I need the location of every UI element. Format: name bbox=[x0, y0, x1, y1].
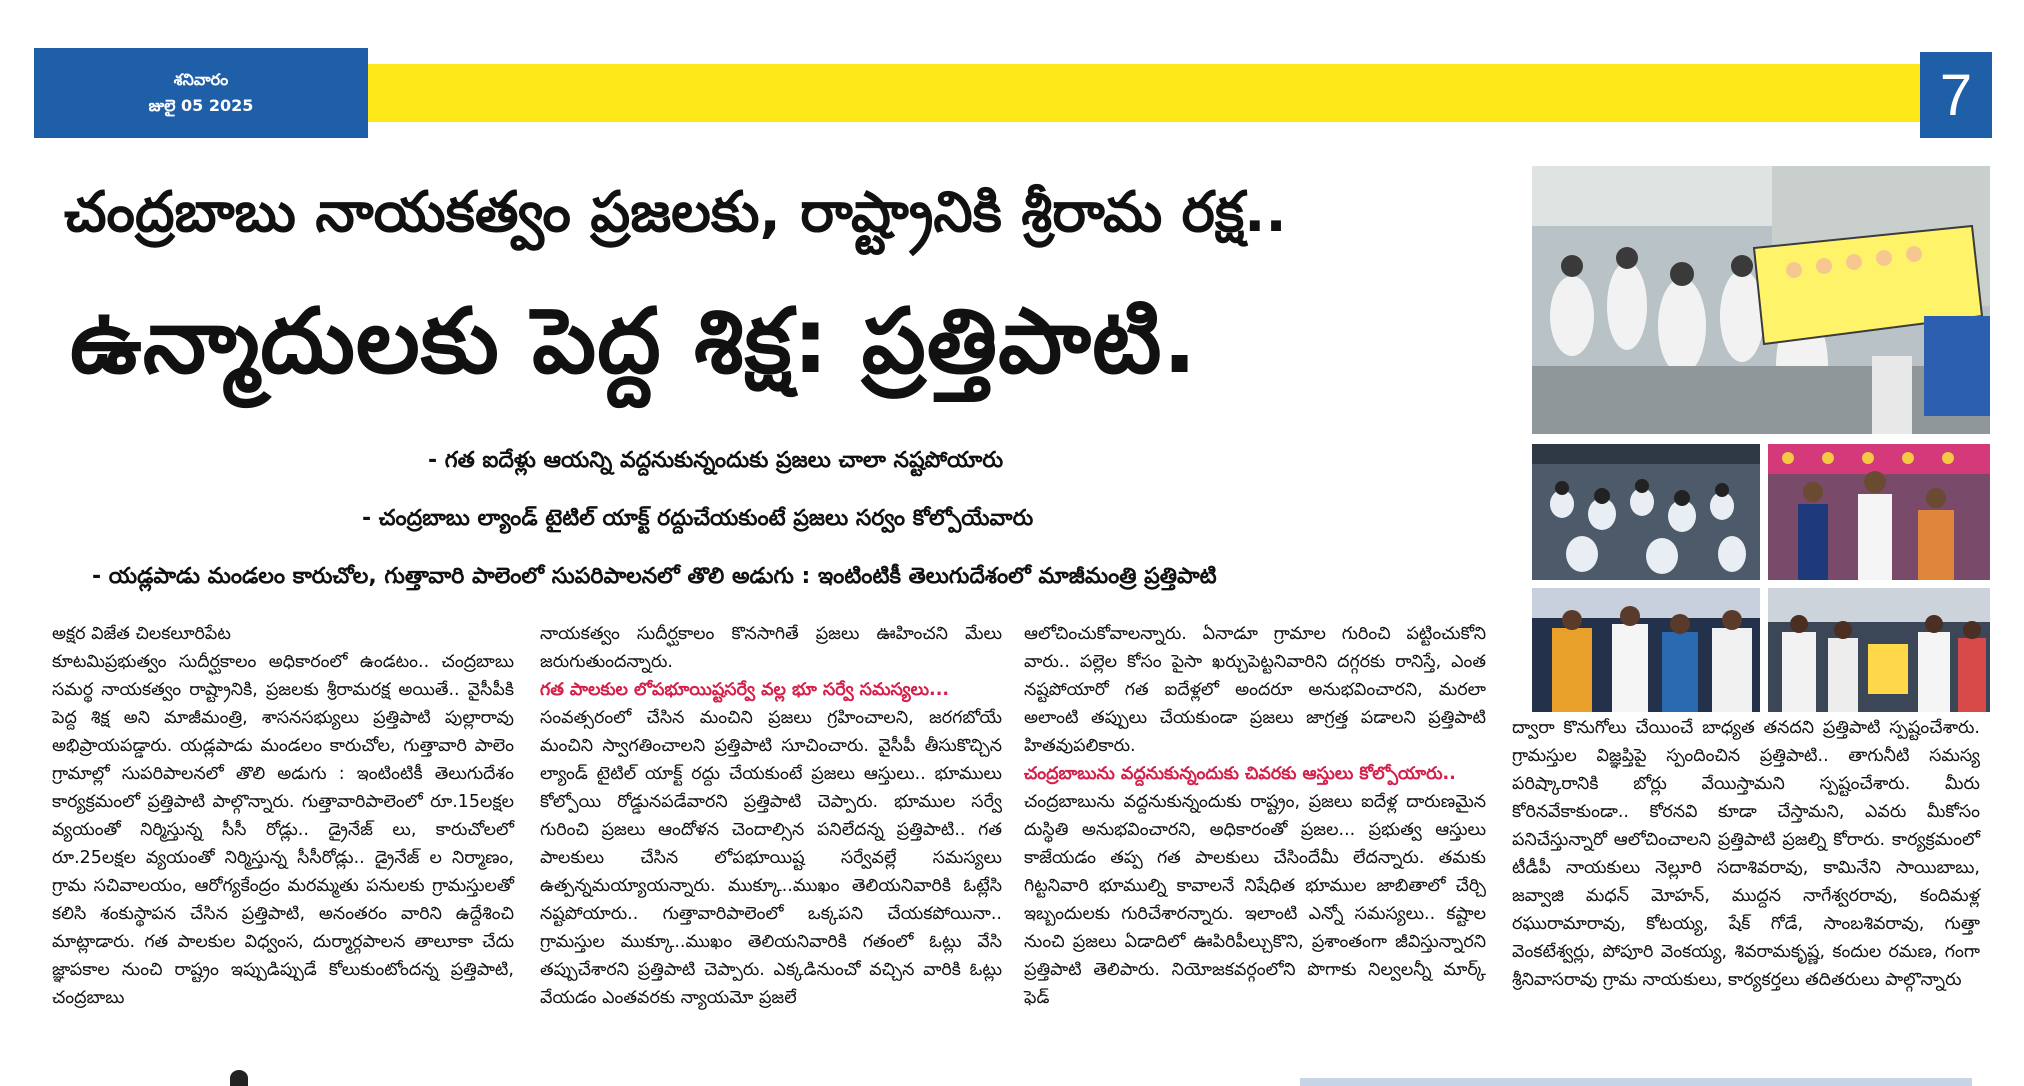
article-column-2 bbox=[540, 620, 1002, 1012]
date-box bbox=[34, 48, 368, 138]
next-photo-edge bbox=[1300, 1078, 1972, 1086]
section-heading: గత పాలకుల లోపభూయిష్టసర్వే వల్ల భూ సర్వే సమస్యలు... bbox=[540, 680, 949, 700]
day-label: శనివారం bbox=[173, 70, 229, 89]
subhead-1: - గత ఐదేళ్లు ఆయన్ని వద్దనుకున్నందుకు ప్రజలు చాలా నష్టపోయారు bbox=[428, 448, 1004, 473]
subhead-3: - యడ్లపాడు మండలం కారుచోల, గుత్తావారి పాలెంలో సుపరిపాలనలో తొలి అడుగు : ఇంటింటికీ తెలుగుదేశంలో మాజీమంత్రి ప్రత్తిపాటి bbox=[92, 564, 1217, 589]
article-text: ద్వారా కొనుగోలు చేయించే బాధ్యత తనదని ప్రత్తిపాటి స్పష్టంచేశారు. గ్రామస్తుల విజ్ఞప్తిపై స్పందించిన ప్రత్తిపాటి.. తాగునీటి సమస్య పరిష్కారానికి బోర్లు వేయిస్తామని స్పష్టంచేశారు. మీరు కోరినవేకాకుండా.. కోరనవి కూడా చేస్తామని, ఎవరు మీకోసం పనిచేస్తున్నారో ఆలోచించాలని ప్రత్తిపాటి ప్రజల్ని కోరారు. కార్యక్రమంలో టీడీపీ నాయకులు నెల్లూరి సదాశివరావు, కామినేని సాయిబాబు, జవ్వాజి మధన్ మోహన్, ముద్దన నాగేశ్వరరావు, కందిమళ్ల రఘురామారావు, కోటయ్య, షేక్ గోడే, సాంబశివరావు, గుత్తా వెంకటేశ్వర్లు, పోపూరి వెంకయ్య, శివరామకృష్ణ, కందుల రమణ, గంగా శ్రీనివాసరావు గ్రామ నాయకులు, కార్యకర్తలు తదితరులు పాల్గొన్నారు bbox=[1512, 718, 1980, 990]
subhead-2: - చంద్రబాబు ల్యాండ్ టైటిల్ యాక్ట్ రద్దుచేయకుంటే ప్రజలు సర్వం కోల్పోయేవారు bbox=[362, 506, 1034, 531]
date-label: జులై 05 2025 bbox=[148, 96, 254, 115]
photo-leader-greeting bbox=[1768, 444, 1990, 580]
header-yellow-bar bbox=[368, 64, 1920, 122]
photo-street-walk bbox=[1768, 588, 1990, 712]
page-number: 7 bbox=[1920, 52, 1992, 138]
photo-night-gathering bbox=[1532, 588, 1760, 712]
article-column-3 bbox=[1024, 620, 1486, 1012]
article-column-4 bbox=[1512, 714, 1980, 994]
article-text: చంద్రబాబును వద్దనుకున్నందుకు రాష్ట్రం, ప్రజలు ఐదేళ్ల దారుణమైన దుస్థితి అనుభవించారని, అధికారంతో ప్రజల... ప్రభుత్వ ఆస్తులు కాజేయడం తప్ప గత పాలకులు చేసిందేమీ లేదన్నారు. తమకు గిట్టనివారి భూముల్ని కావాలనే నిషేధిత భూముల జాబితాలో చేర్చి ఇబ్బందులకు గురిచేశారన్నారు. ఇలాంటి ఎన్నో సమస్యలు.. కష్టాల నుంచి ప్రజలు ఏడాదిలో ఊపిరిపీల్చుకొని, ప్రశాంతంగా జీవిస్తున్నారని ప్రత్తిపాటి తెలిపారు. నియోజకవర్గంలోని పొగాకు నిల్వలన్నీ మార్క్ ఫెడ్ bbox=[1024, 792, 1486, 1008]
headline-main: ఉన్మాదులకు పెద్ద శిక్ష: ప్రత్తిపాటి. bbox=[70, 289, 1198, 394]
article-text: ఆలోచించుకోవాలన్నారు. ఏనాడూ గ్రామాల గురించి పట్టించుకోని వారు.. పల్లెల కోసం పైసా ఖర్చుపెట్టనివారిని దగ్గరకు రానిస్తే, ఎంత నష్టపోయారో గత ఐదేళ్లలో అందరూ అనుభవించారని, మరలా అలాంటి తప్పులు చేయకుండా ప్రజలు జాగ్రత్త పడాలని ప్రత్తిపాటి హితవుపలికారు. bbox=[1024, 624, 1486, 756]
next-article-marker bbox=[230, 1070, 248, 1086]
headline-top: చంద్రబాబు నాయకత్వం ప్రజలకు, రాష్ట్రానికి శ్రీరామ రక్ష.. bbox=[64, 180, 1287, 245]
article-text: అక్షర విజేత చిలకలూరిపేట కూటమిప్రభుత్వం సుదీర్ఘకాలం అధికారంలో ఉండటం.. చంద్రబాబు సమర్థ నాయకత్వం రాష్ట్రానికి, ప్రజలకు శ్రీరామరక్ష అయితే.. వైసీపీకి పెద్ద శిక్ష అని మాజీమంత్రి, శాసనసభ్యులు ప్రత్తిపాటి పుల్లారావు అభిప్రాయపడ్డారు. యడ్లపాడు మండలం కారుచోల, గుత్తావారి పాలెం గ్రామాల్లో సుపరిపాలనలో తొలి అడుగు : ఇంటింటికీ తెలుగుదేశం కార్యక్రమంలో ప్రత్తిపాటి పాల్గొన్నారు. గుత్తావారిపాలెంలో రూ.15లక్షల వ్యయంతో నిర్మిస్తున్న సీసీ రోడ్లు.. డ్రైనేజ్ లు, కారుచోలలో రూ.25లక్షల వ్యయంతో నిర్మిస్తున్న సీసీరోడ్లు.. డ్రైనేజ్ ల నిర్మాణం, గ్రామ సచివాలయం, ఆరోగ్యకేంద్రం మరమ్మతు పనులకు గ్రామస్తులతో కలిసి శంకుస్థాపన చేసిన ప్రత్తిపాటి, అనంతరం వారిని ఉద్దేశించి మాట్లాడారు. గత పాలకుల విధ్వంస, దుర్మార్గపాలన తాలూకా చేదు జ్ఞాపకాల నుంచి రాష్ట్రం ఇప్పుడిప్పుడే కోలుకుంటోందన్న ప్రత్తిపాటి, చంద్రబాబు bbox=[52, 624, 514, 1008]
photo-rally-banner bbox=[1532, 166, 1990, 434]
section-heading: చంద్రబాబును వద్దనుకున్నందుకు చివరకు ఆస్తులు కోల్పోయారు.. bbox=[1024, 764, 1456, 784]
photo-crowd-meeting bbox=[1532, 444, 1760, 580]
article-column-1 bbox=[52, 620, 514, 1012]
article-text: నాయకత్వం సుదీర్ఘకాలం కొనసాగితే ప్రజలు ఊహించని మేలు జరుగుతుందన్నారు. bbox=[540, 624, 1002, 672]
article-text: సంవత్సరంలో చేసిన మంచిని ప్రజలు గ్రహించాలని, జరగబోయే మంచిని స్వాగతించాలని ప్రత్తిపాటి సూచించారు. వైసీపీ తీసుకొచ్చిన ల్యాండ్ టైటిల్ యాక్ట్ రద్దు చేయకుంటే ప్రజలు ఆస్తులు.. భూములు కోల్పోయి రోడ్డునపడేవారని ప్రత్తిపాటి చెప్పారు. భూముల సర్వే గురించి ప్రజలు ఆందోళన చెందాల్సిన పనిలేదన్న ప్రత్తిపాటి.. గత పాలకులు చేసిన లోపభూయిష్ట సర్వేవల్లే సమస్యలు ఉత్పన్నమయ్యాయన్నారు. ముక్కూ..ముఖం తెలియనివారికి ఓట్లేసి నష్టపోయారు.. గుత్తావారిపాలెంలో ఒక్కపని చేయకపోయినా.. గ్రామస్తుల ముక్కూ..ముఖం తెలియనివారికి గతంలో ఓట్లు వేసి తప్పుచేశారని ప్రత్తిపాటి చెప్పారు. ఎక్కడినుంచో వచ్చిన వారికి ఓట్లు వేయడం ఎంతవరకు న్యాయమో ప్రజలే bbox=[540, 708, 1002, 1008]
